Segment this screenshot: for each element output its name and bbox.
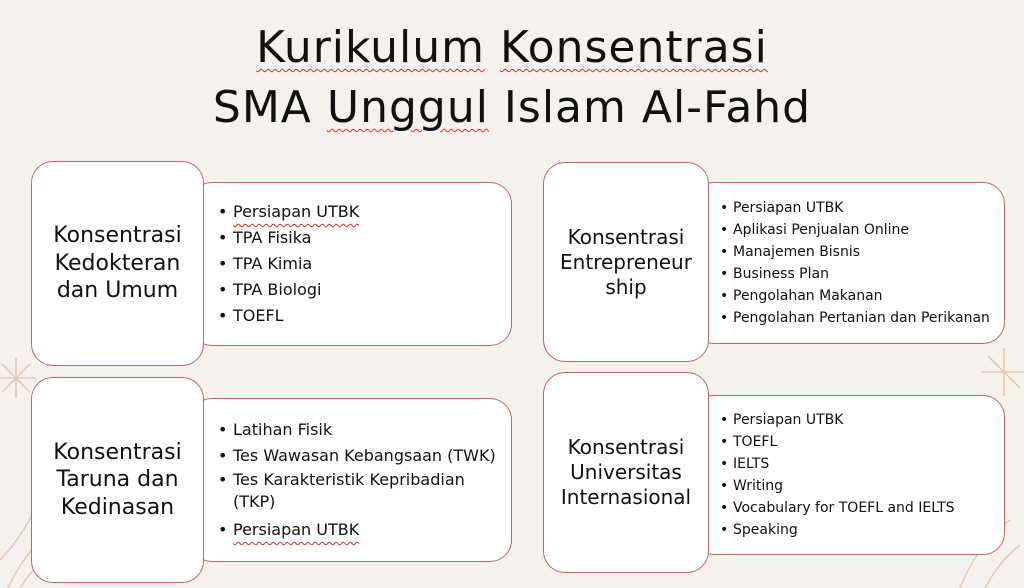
list-item: • Writing [733,475,955,497]
list-item: • TOEFL [233,303,359,329]
internasional-title: Konsentrasi Universitas Internasional [560,435,692,509]
entrepreneurship-header [543,162,709,362]
list-item: • Latihan Fisik [233,417,503,443]
list-item: • Pengolahan Pertanian dan Perikanan [733,307,990,329]
list-item: • TPA Fisika [233,225,359,251]
entrepreneurship-title: Konsentrasi Entrepreneurship [560,224,692,299]
entrepreneurship-items [713,197,990,329]
entrepreneurship-items-box [692,182,1005,344]
page-title: Kurikulum Konsentrasi SMA Unggul Islam Al-Fahd [212,22,812,133]
list-item: • Manajemen Bisnis [733,241,990,263]
list-item: • Speaking [733,519,955,541]
list-item: • Persiapan UTBK [233,199,359,225]
list-item: • IELTS [733,453,955,475]
list-item: • Tes Karakteristik Kepribadian (TKP) [233,469,503,513]
taruna-items-box [190,398,512,562]
title-word-unggul: Unggul [326,82,489,133]
list-item: • Tes Wawasan Kebangsaan (TWK) [233,443,503,469]
internasional-items-box [692,395,1005,555]
internasional-items [713,409,955,541]
list-item: • Vocabulary for TOEFL and IELTS [733,497,955,519]
list-item: • TPA Kimia [233,251,359,277]
list-item: • TOEFL [733,431,955,453]
kedokteran-items-box [190,182,512,346]
list-item: • Persiapan UTBK [733,409,955,431]
list-item: • Persiapan UTBK [733,197,990,219]
internasional-header [543,372,709,573]
taruna-items [213,417,503,543]
taruna-header [31,377,204,583]
title-word-kurikulum: Kurikulum [256,22,486,73]
kedokteran-header [31,161,204,366]
list-item: • Aplikasi Penjualan Online [733,219,990,241]
list-item: • Pengolahan Makanan [733,285,990,307]
list-item: • Business Plan [733,263,990,285]
list-item: • TPA Biologi [233,277,359,303]
kedokteran-title: Konsentrasi Kedokteran dan Umum [53,223,182,304]
taruna-title: Konsentrasi Taruna dan Kedinasan [53,439,182,520]
list-item: • Persiapan UTBK [233,517,503,543]
kedokteran-items [213,199,359,329]
title-word-konsentrasi: Konsentrasi [500,22,768,73]
